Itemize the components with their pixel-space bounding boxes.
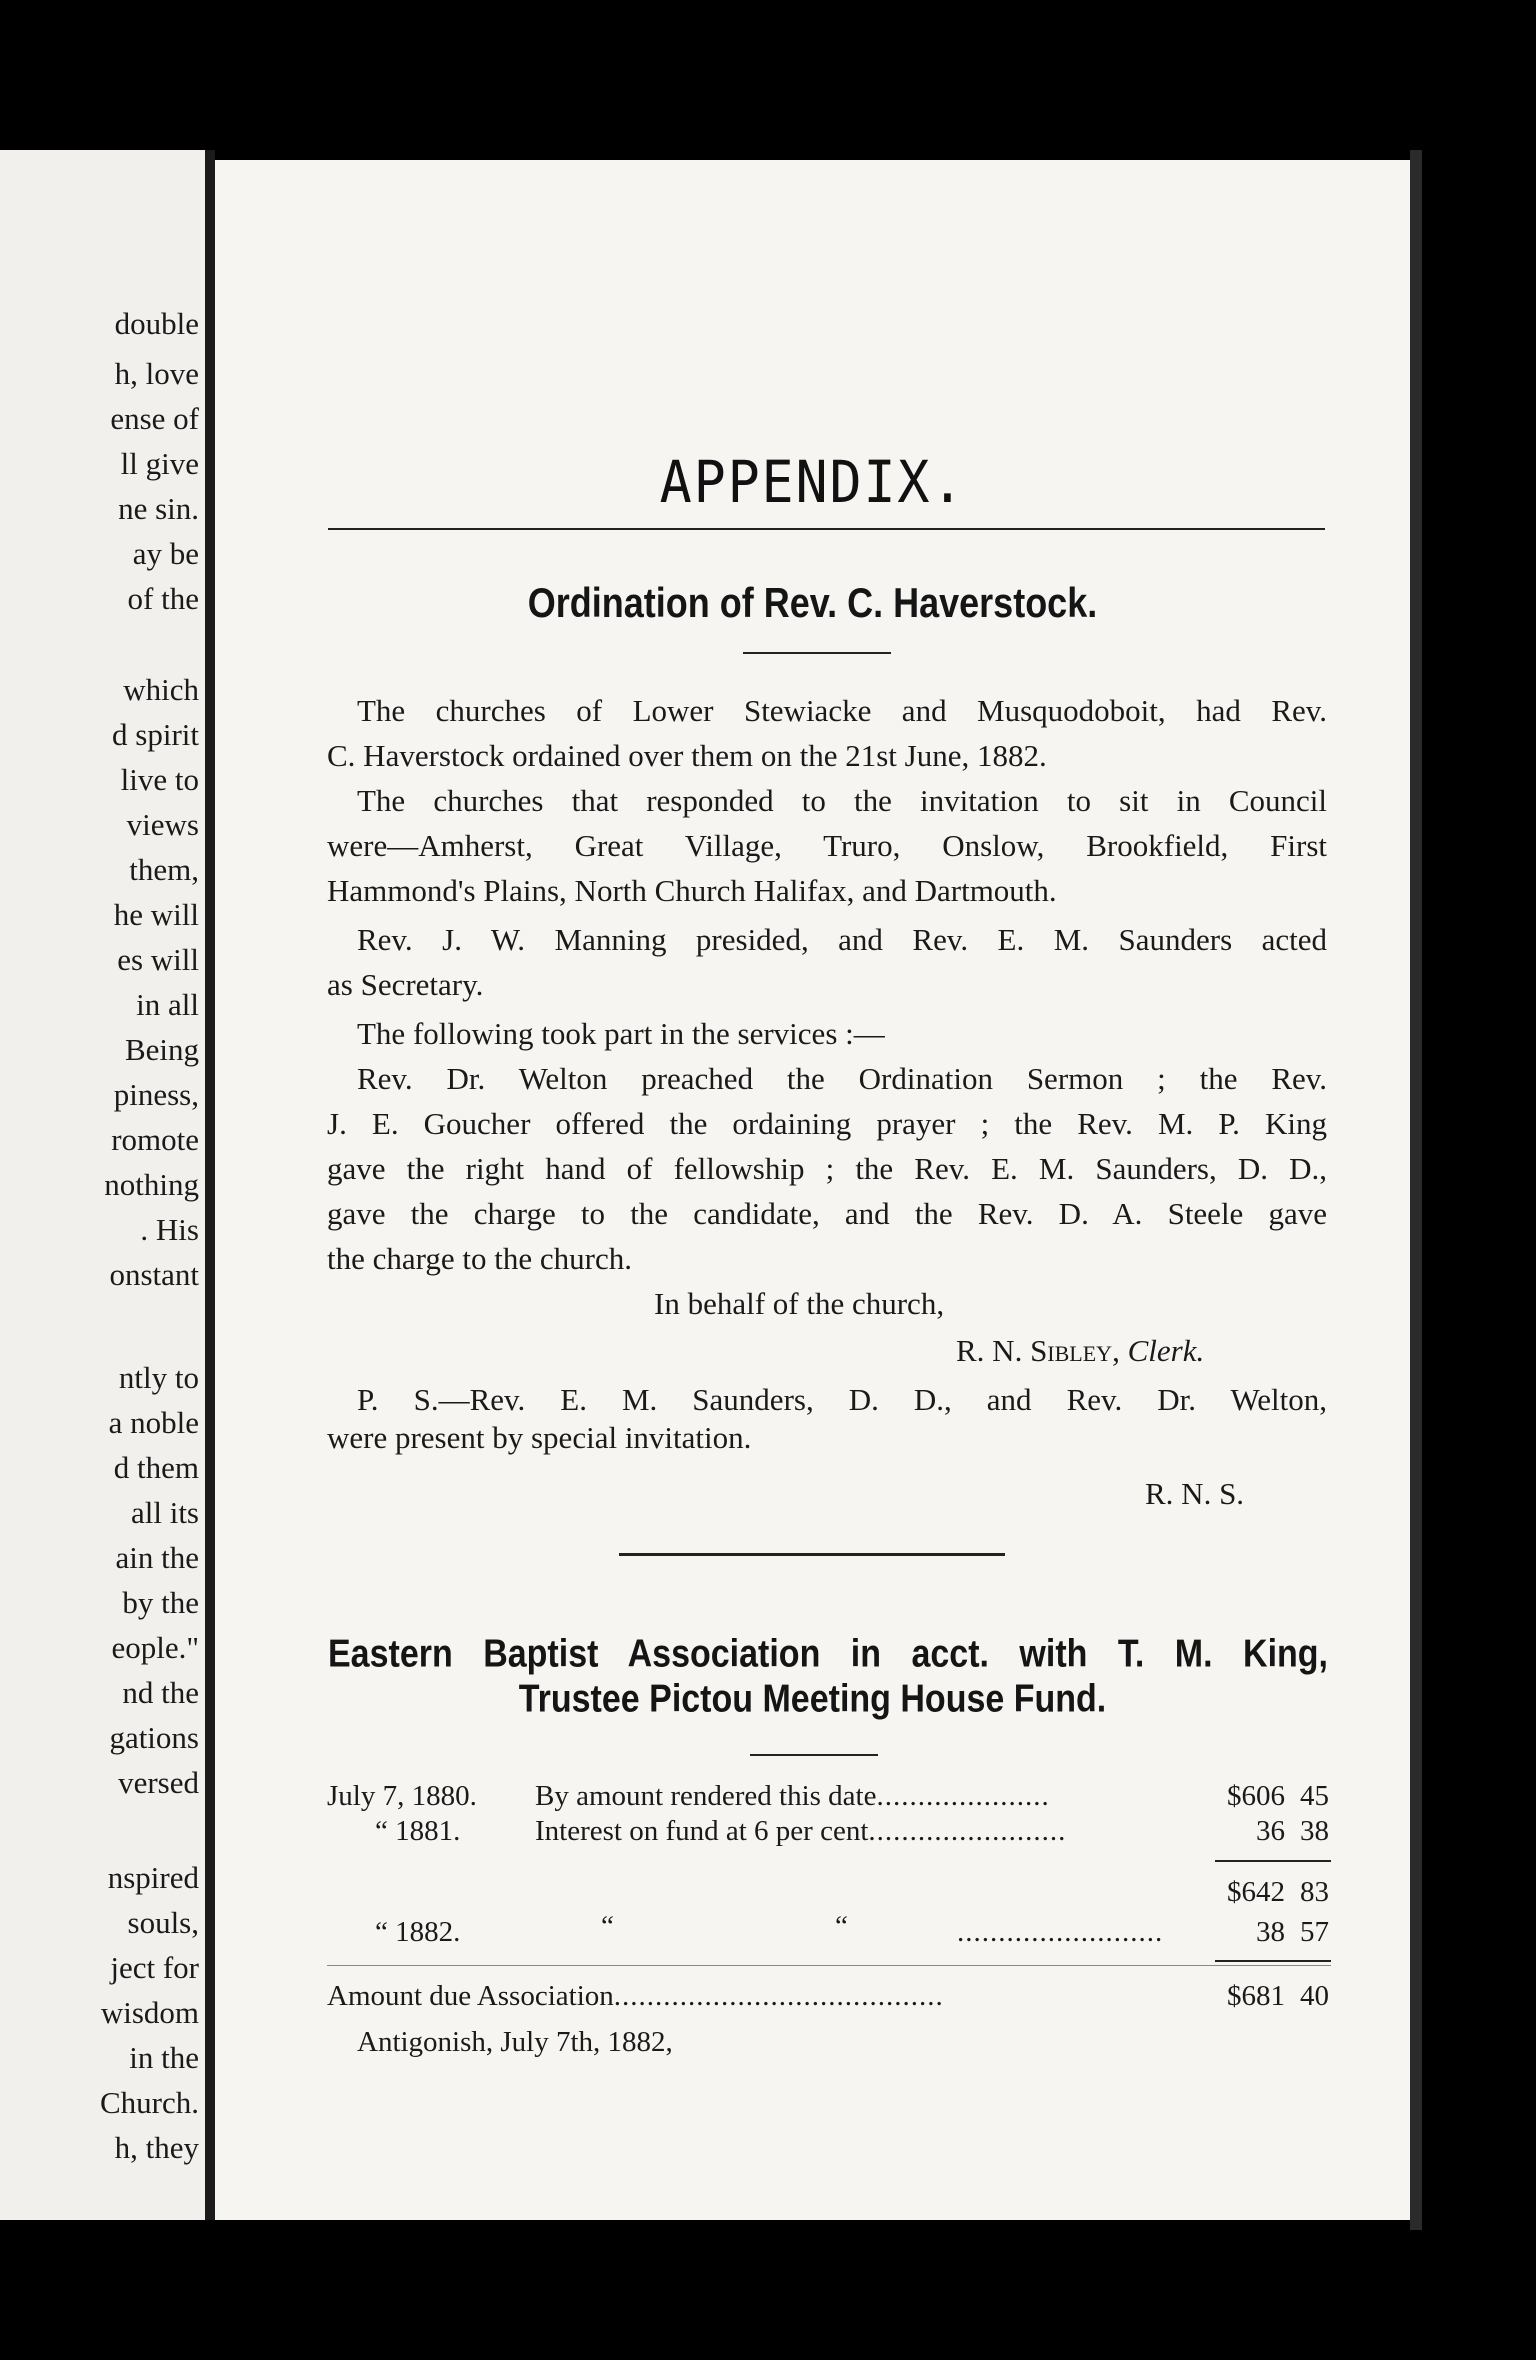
previous-page-text-line: live to xyxy=(120,762,199,797)
previous-page-text-line: eople." xyxy=(111,1630,199,1665)
closing-line: In behalf of the church, xyxy=(654,1286,945,1321)
text-line: Rev. Dr. Welton preached the Ordination Sermon ; the Rev. xyxy=(357,1061,1327,1096)
previous-page-text-line: h, love xyxy=(114,356,199,391)
previous-page-text-line: ain the xyxy=(115,1540,199,1575)
acct-cents: 57 xyxy=(1300,1916,1329,1948)
previous-page-text-line: Church. xyxy=(99,2085,199,2120)
total-dollars: $681 xyxy=(1227,1980,1285,2012)
previous-page-text-line: nspired xyxy=(107,1860,199,1895)
previous-page-text-line: double xyxy=(114,306,199,341)
acct-cents: 38 xyxy=(1300,1815,1329,1847)
heading-rule xyxy=(743,652,891,654)
previous-page-text-line: romote xyxy=(111,1122,199,1157)
previous-page-text-line: d spirit xyxy=(112,717,199,752)
text-line: the charge to the church. xyxy=(327,1241,632,1276)
text-line: as Secretary. xyxy=(327,967,484,1002)
signature xyxy=(956,1335,1536,1366)
total-cents: 40 xyxy=(1300,1980,1329,2012)
section-divider xyxy=(619,1553,1005,1556)
acct-date: “ 1882. xyxy=(375,1916,461,1948)
acct-desc: By amount rendered this date..................... xyxy=(535,1780,1050,1812)
sum-rule xyxy=(1215,1860,1331,1862)
previous-page-text-line: d them xyxy=(113,1450,199,1485)
page-edge xyxy=(1410,150,1422,2230)
account-subheading: Trustee Pictou Meeting House Fund. xyxy=(518,1677,1107,1721)
total-rule xyxy=(1215,1960,1331,1962)
total-label: Amount due Association........................................ xyxy=(327,1980,944,2012)
text-line: The churches of Lower Stewiacke and Musquodoboit, had Rev. xyxy=(357,693,1327,728)
ps-line: P. S.—Rev. E. M. Saunders, D. D., and Rev. Dr. Welton, xyxy=(357,1382,1327,1417)
previous-page-text-line: of the xyxy=(127,581,199,616)
text-line: The following took part in the services :— xyxy=(357,1016,885,1051)
previous-page-text-line: by the xyxy=(122,1585,199,1620)
previous-page-text-line: he will xyxy=(113,897,199,932)
signature-name: R. N. Sibley, xyxy=(956,1333,1120,1368)
page-title: APPENDIX. xyxy=(659,448,966,516)
text-line: C. Haverstock ordained over them on the 21st June, 1882. xyxy=(327,738,1047,773)
subtotal-dollars: $642 xyxy=(1227,1876,1285,1908)
title-rule xyxy=(328,528,1325,530)
acct-date: “ 1881. xyxy=(375,1815,461,1847)
previous-page-text-line: es will xyxy=(117,942,199,977)
leader-dots: ......................... xyxy=(957,1916,1164,1948)
previous-page-text-line: ject for xyxy=(110,1950,199,1985)
text-line: gave the charge to the candidate, and the Rev. D. A. Steele gave xyxy=(327,1196,1327,1231)
previous-page-text-line: nothing xyxy=(104,1167,199,1202)
previous-page-text-line: piness, xyxy=(113,1077,199,1112)
previous-page-fragment xyxy=(0,150,205,2220)
previous-page-text-line: . His xyxy=(140,1212,199,1247)
text-line: Rev. J. W. Manning presided, and Rev. E. M. Saunders acted xyxy=(357,922,1327,957)
text-line: Hammond's Plains, North Church Halifax, and Dartmouth. xyxy=(327,873,1057,908)
acct-desc: Interest on fund at 6 per cent........................ xyxy=(535,1815,1067,1847)
text-line: The churches that responded to the invitation to sit in Council xyxy=(357,783,1327,818)
acct-cents: 45 xyxy=(1300,1780,1329,1812)
previous-page-text-line: Being xyxy=(124,1032,199,1067)
previous-page-text-line: ne sin. xyxy=(118,491,199,526)
previous-page-text-line: in all xyxy=(136,987,199,1022)
total-label-text: Amount due Association xyxy=(327,1980,614,2012)
previous-page-text-line: ll give xyxy=(120,446,199,481)
place-date: Antigonish, July 7th, 1882, xyxy=(357,2026,673,2058)
account-heading-rule xyxy=(750,1754,878,1756)
previous-page-text-line: versed xyxy=(118,1765,199,1800)
previous-page-text-line: gations xyxy=(109,1720,199,1755)
ditto-mark: “ xyxy=(835,1910,848,1942)
initials: R. N. S. xyxy=(1145,1476,1245,1511)
acct-desc-text: Interest on fund at 6 per cent xyxy=(535,1815,869,1847)
text-line: J. E. Goucher offered the ordaining prayer ; the Rev. M. P. King xyxy=(327,1106,1327,1141)
text-line: gave the right hand of fellowship ; the Rev. E. M. Saunders, D. D., xyxy=(327,1151,1327,1186)
ps-line: were present by special invitation. xyxy=(327,1420,752,1455)
page-gutter xyxy=(205,150,215,2220)
previous-page-text-line: a noble xyxy=(108,1405,199,1440)
previous-page-text-line: h, they xyxy=(114,2130,199,2165)
ditto-mark: “ xyxy=(601,1910,614,1942)
previous-page-text-line: views xyxy=(126,807,199,842)
acct-dollars: 36 xyxy=(1256,1815,1285,1847)
previous-page-text-line: nd the xyxy=(122,1675,199,1710)
text-line: were—Amherst, Great Village, Truro, Onslow, Brookfield, First xyxy=(327,828,1327,863)
appendix-page xyxy=(215,160,1410,2220)
subtotal-cents: 83 xyxy=(1300,1876,1329,1908)
account-heading: Eastern Baptist Association in acct. with T. M. King, xyxy=(328,1632,1328,1676)
previous-page-text-line: onstant xyxy=(109,1257,199,1292)
ordination-heading: Ordination of Rev. C. Haverstock. xyxy=(527,578,1098,626)
previous-page-text-line: ense of xyxy=(110,401,199,436)
acct-date: July 7, 1880. xyxy=(327,1780,477,1812)
acct-dollars: $606 xyxy=(1227,1780,1285,1812)
previous-page-text-line: ay be xyxy=(132,536,199,571)
signature-role: Clerk. xyxy=(1127,1333,1205,1368)
acct-desc-text: By amount rendered this date xyxy=(535,1780,877,1812)
previous-page-text-line: wisdom xyxy=(100,1995,199,2030)
previous-page-text-line: in the xyxy=(129,2040,199,2075)
previous-page-text-line: souls, xyxy=(127,1905,199,1940)
previous-page-text-line: which xyxy=(123,672,199,707)
previous-page-text-line: all its xyxy=(130,1495,199,1530)
total-hairline xyxy=(327,1965,1331,1966)
acct-dollars: 38 xyxy=(1256,1916,1285,1948)
previous-page-text-line: ntly to xyxy=(118,1360,199,1395)
previous-page-text-line: them, xyxy=(129,852,199,887)
